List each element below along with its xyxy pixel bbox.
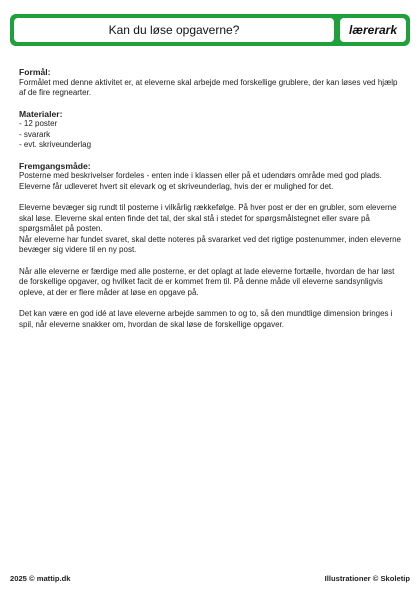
fremgang-paragraph-2a: Eleverne bevæger sig rundt til posterne i vilkårlig rækkefølge. På hver post er der en grubler, som eleverne skal løse. Eleverne skal enten finde det tal, der skal stå i stedet for spørgsmålstegnet eller svare på spørgsmålet på posten. <box>19 203 397 233</box>
list-item: - svarark <box>19 129 51 139</box>
section-title-materialer: Materialer: <box>19 108 63 119</box>
worksheet-title: Kan du løse opgaverne? <box>14 18 334 42</box>
page-footer <box>10 574 410 583</box>
fremgang-paragraph-4: Det kan være en god idé at lave eleverne arbejde sammen to og to, så den mundtlige dimension bringes i spil, når eleverne snakker om, hvordan de skal løse de forskellige opgaver. <box>19 309 393 329</box>
fremgang-paragraph-2b: Når eleverne har fundet svaret, skal dette noteres på svararket ved det rigtige postenummer, inden eleverne bevæger sig videre til en ny post. <box>19 234 401 254</box>
copyright-right: Illustrationer © Skoletip <box>324 574 410 583</box>
section-title-formaal: Formål: <box>19 67 51 77</box>
list-item: - 12 poster <box>19 119 58 128</box>
fremgang-paragraph-1: Posterne med beskrivelser fordeles - enten inde i klassen eller på et udendørs område med god plads. Eleverne får udleveret hvert sit elevark og et skriveunderlag, hvis der er mulighed for det. <box>19 171 382 191</box>
materials-list <box>19 119 403 151</box>
fremgang-paragraph-3: Når alle eleverne er færdige med alle posterne, er det oplagt at lade eleverne fortælle, hvordan de har løst de forskellige opgaver, og hvilket facit de er kommet frem til. På denne måde vil eleverne sandsynligvis opleve, at der er flere måder at løse en opgave på. <box>19 266 395 297</box>
document-body <box>19 67 403 330</box>
formaal-text: Formålet med denne aktivitet er, at eleverne skal arbejde med forskellige grublere, der kan løses ved hjælp af de fire regnearter. <box>19 77 398 97</box>
header-bar <box>10 14 410 46</box>
copyright-left: 2025 © mattip.dk <box>10 574 71 583</box>
list-item: - evt. skriveunderlag <box>19 140 92 149</box>
sheet-type-label: lærerark <box>340 18 406 42</box>
section-title-fremgang: Fremgangsmåde: <box>19 160 91 171</box>
